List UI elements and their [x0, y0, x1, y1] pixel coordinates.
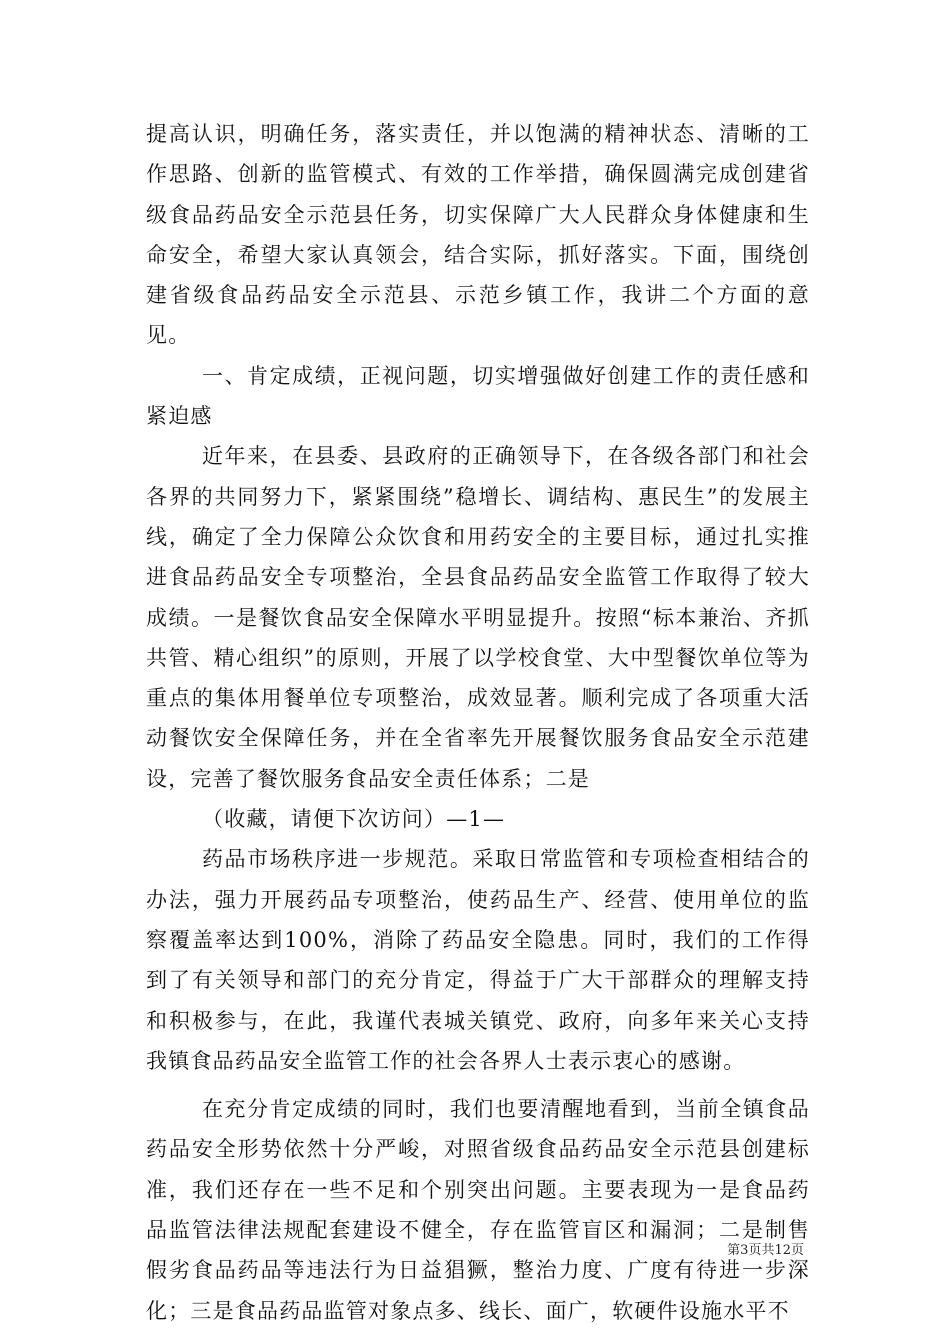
page-number: 第3页共12页 [727, 1243, 804, 1258]
paragraph-continued: 提高认识，明确任务，落实责任，并以饱满的精神状态、清晰的工作思路、创新的监管模式、有效的工作举措，确保圆满完成创建省级食品药品安全示范县任务，切实保障广大人民群众身体健康和生命安全，希望大家认真领会，结合实际，抓好落实。下面，围绕创建省级食品药品安全示范县、示范乡镇工作，我讲二个方面的意见。 [146, 122, 810, 348]
bookmark-note: （收藏，请便下次访问）—1— [202, 807, 506, 832]
document-body [146, 114, 810, 1331]
paragraph: 在充分肯定成绩的同时，我们也要清醒地看到，当前全镇食品药品安全形势依然十分严峻，对照省级食品药品安全示范县创建标准，我们还存在一些不足和个别突出问题。主要表现为一是食品药品监管法律法规配套建设不健全，存在监管盲区和漏洞；二是制售假劣食品药品等违法行为日益猖獗，整治力度、广度有待进一步深化；三是食品药品监管对象点多、线长、面广，软硬件设施水平不 [146, 1097, 810, 1323]
section-heading: 一、肯定成绩，正视问题，切实增强做好创建工作的责任感和紧迫感 [146, 363, 810, 429]
paragraph: 近年来，在县委、县政府的正确领导下，在各级各部门和社会各界的共同努力下，紧紧围绕”稳增长、调结构、惠民生”的发展主线，确定了全力保障公众饮食和用药安全的主要目标，通过扎实推进食品药品安全专项整治，全县食品药品安全监管工作取得了较大成绩。一是餐饮食品安全保障水平明显提升。按照“标本兼治、齐抓共管、精心组织”的原则，开展了以学校食堂、大中型餐饮单位等为重点的集体用餐单位专项整治，成效显著。顺利完成了各项重大活动餐饮安全保障任务，并在全省率先开展餐饮服务食品安全示范建设，完善了餐饮服务食品安全责任体系；二是 [146, 444, 810, 791]
paragraph: 药品市场秩序进一步规范。采取日常监管和专项检查相结合的办法，强力开展药品专项整治，使药品生产、经营、使用单位的监察覆盖率达到100%，消除了药品安全隐患。同时，我们的工作得到了有关领导和部门的充分肯定，得益于广大干部群众的理解支持和积极参与，在此，我谨代表城关镇党、政府，向多年来关心支持我镇食品药品安全监管工作的社会各界人士表示衷心的感谢。 [146, 847, 810, 1073]
